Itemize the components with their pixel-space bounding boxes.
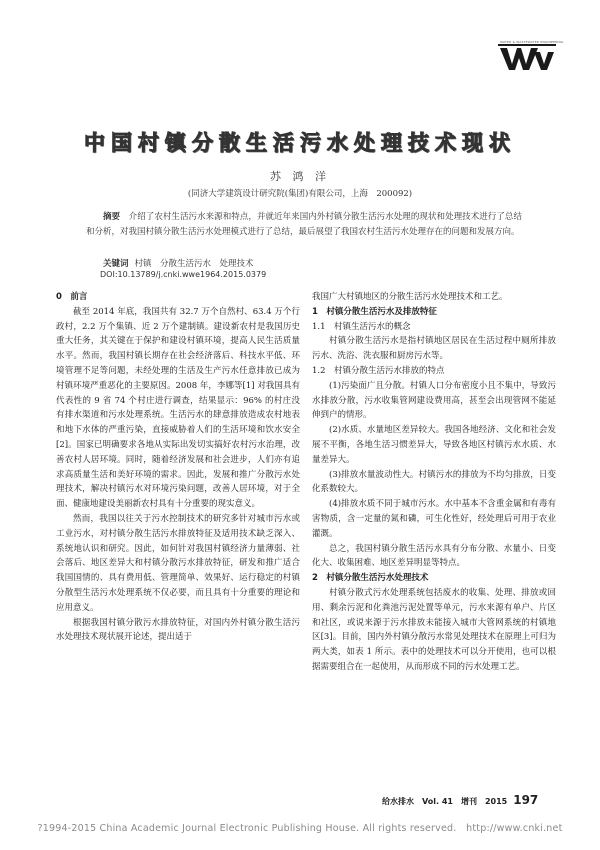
section-heading-2: 2 村镇分散生活污水处理技术 xyxy=(312,573,429,584)
list-item: (1)污染面广且分散。村镇人口分布密度小且不集中，导致污水排放分散，污水收集管网建设费用高，甚至会出现管网不能延伸到户的情形。 xyxy=(312,380,556,421)
left-column xyxy=(56,290,300,645)
section-heading-1: 1 村镇分散生活污水及排放特征 xyxy=(312,306,437,317)
paragraph: 然而，我国以往关于污水控制技术的研究多针对城市污水或工业污水，对村镇分散生活污水排放特征及适用技术缺乏深入、系统地认识和研究。因此，如何针对我国村镇经济力量薄弱、社会落后、地区差异大和村镇分散污水排放特征，研发和推广适合我国国情的、具有费用低、管理简单、效果好、运行稳定的村镇分散型生活污水处理系统不仅必要，而且具有十分重要的理论和应用意义。 xyxy=(56,513,300,613)
affiliation: (同济大学建筑设计研究院(集团)有限公司，上海 200092) xyxy=(187,189,413,199)
keywords-label: 关键词 xyxy=(103,259,129,269)
list-item: (3)排放水量波动性大。村镇污水的排放为不均匀排放，日变化系数较大。 xyxy=(312,469,556,495)
paragraph: 截至 2014 年底，我国共有 32.7 万个自然村、63.4 万个行政村，2.2 万个集镇、近 2 万个建制镇。建设新农村是我国历史重大任务，其关键在于保护和建设村镇环境，提高人民生活质量水平。然而，我国村镇长期存在社会经济落后、科技水平低、环境管理不足等问题，未经处理的生活及生产污水任意排放已成为村镇环境严重恶化的主要原因。2008 年，李娜等[1] 对我国具有代表性的 9 省 74 个村庄进行调查，结果显示：96% 的村庄没有排水渠道和污水处理系统。生活污水的肆意排放造成农村地表和地下水体的严重污染，直接威胁着人们的生活环境和饮水安全[2]。国家已明确要求各地从实际出发切实搞好农村污水治理，改善农村人居环境。同时，随着经济发展和社会进步，人们亦有追求高质量生活和美好环境的需求。因此，发展和推广分散污水处理技术，解决村镇污水对环境污染问题，改善人居环境，对于全面、健康地建设美丽新农村具有十分重要的现实意义。 xyxy=(56,306,300,510)
author: 苏 鸿 洋 xyxy=(270,170,330,183)
page-footer xyxy=(382,793,538,807)
list-item: (4)排放水质不同于城市污水。水中基本不含重金属和有毒有害物质，含一定量的氮和磷，可生化性好，经处理后可用于农业灌溉。 xyxy=(312,499,556,539)
paragraph: 根据我国村镇分散污水排放特征，对国内外村镇分散生活污水处理技术现状展开论述，提出适于 xyxy=(56,617,300,643)
doi: DOI:10.13789/j.cnki.wwe1964.2015.0379 xyxy=(100,270,267,279)
keywords-text: 村镇 分散生活污水 处理技术 xyxy=(134,259,254,269)
right-column xyxy=(312,290,556,675)
paragraph: 总之，我国村镇分散生活污水具有分布分散、水量小、日变化大、收集困难、地区差异明显等特点。 xyxy=(312,543,556,569)
abstract-text: 介绍了农村生活污水来源和特点，并就近年来国内外村镇分散生活污水处理的现状和处理技术进行了总结和分析，对我国村镇分散生活污水处理模式进行了总结，最后展望了我国农村生活污水处理存在的问题和发展方向。 xyxy=(86,212,522,237)
keywords xyxy=(86,257,522,271)
abstract-label: 摘要 xyxy=(103,212,121,222)
article-title: 中国村镇分散生活污水处理技术现状 xyxy=(84,130,516,155)
journal-logo-text: WATER & WASTEWATER ENGINEERING xyxy=(500,40,564,44)
list-item: (2)水质、水量地区差异较大。我国各地经济、文化和社会发展不平衡，各地生活习惯差异大，导致各地区村镇污水水质、水量差异大。 xyxy=(312,425,556,465)
section-heading-intro: 0 前言 xyxy=(56,292,88,302)
paragraph: 我国广大村镇地区的分散生活污水处理技术和工艺。 xyxy=(312,292,508,302)
subsection-heading-1-1: 1.1 村镇生活污水的概念 xyxy=(312,321,411,332)
abstract xyxy=(86,210,522,239)
paragraph: 村镇分散生活污水是指村镇地区居民在生活过程中厕所排放污水、洗浴、洗衣服和厨房污水等。 xyxy=(312,336,556,362)
copyright-notice: ?1994-2015 China Academic Journal Electronic Publishing House. All rights reserved. http://www.cnki.net xyxy=(37,823,563,834)
journal-info: 给水排水 Vol. 41 增刊 2015 xyxy=(382,797,508,806)
page-number: 197 xyxy=(513,793,539,807)
subsection-heading-1-2: 1.2 村镇分散生活污水排放的特点 xyxy=(312,365,445,376)
paragraph: 村镇分散式污水处理系统包括废水的收集、处理、排放或回用、剩余污泥和化粪池污泥处置等单元，污水来源有单户、片区和社区，或说来源于污水排放未能接入城市大管网系统的村镇地区[3]。目前，国内外村镇分散污水常见处理技术在原理上可归为两大类，如表 1 所示。表中的处理技术可以分开使用，也可以根据需要组合在一起使用，从而形成不同的污水处理工艺。 xyxy=(312,587,556,672)
